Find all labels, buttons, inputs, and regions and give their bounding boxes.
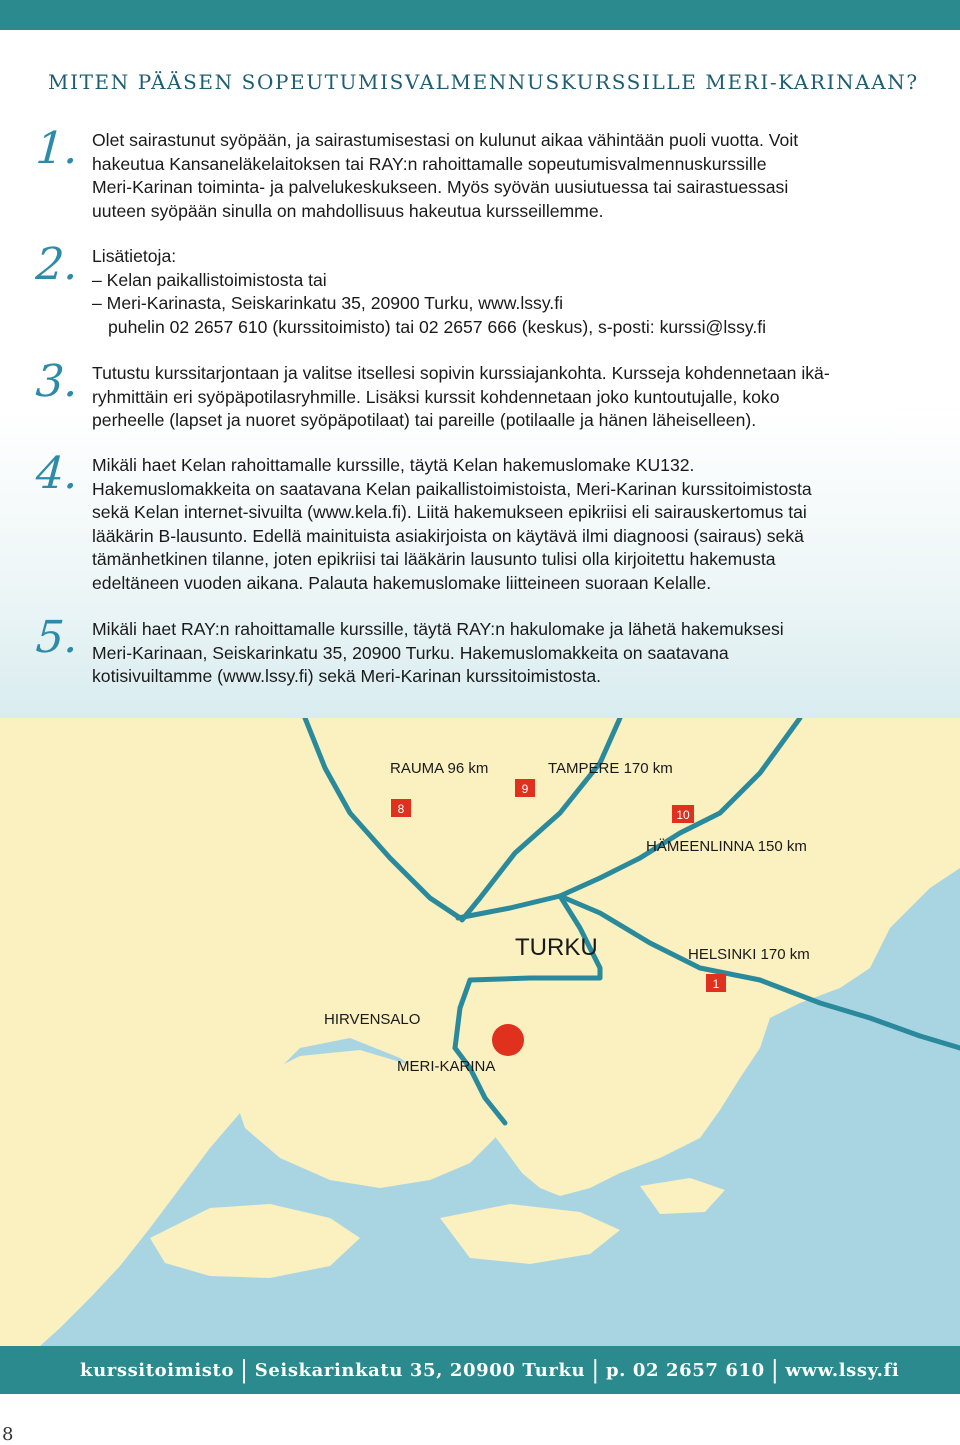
step-5-text (92, 618, 892, 689)
text-line: ryhmittäin eri syöpäpotilasryhmille. Lisäksi kurssit kohdennetaan joko kuntoutujalle, koko (92, 386, 780, 407)
road-badge-8-text: 8 (397, 802, 405, 816)
road-badge-10 (672, 805, 694, 823)
step-number-2: 2. (34, 239, 80, 290)
text-line: Hakemuslomakkeita on saatavana Kelan paikallistoimistoista, Meri-Karinan kurssitoimistosta (92, 478, 812, 499)
map-label-turku: TURKU (515, 934, 598, 961)
text-line: Mikäli haet RAY:n rahoittamalle kurssille, täytä RAY:n hakulomake ja lähetä hakemuksesi (92, 619, 784, 639)
page-title: MITEN PÄÄSEN SOPEUTUMISVALMENNUSKURSSILLE MERI-KARINAAN? (48, 70, 919, 94)
footer-office: kurssitoimisto (80, 1359, 235, 1381)
footer-separator: | (770, 1356, 780, 1384)
road-badge-1 (706, 974, 726, 992)
road-badge-8 (391, 799, 411, 817)
text-line: tämänhetkinen tilanne, joten epikriisi tai lääkärin lausunto tulisi olla kirjoitettu hakemusta (92, 549, 776, 570)
step-number-1: 1. (34, 123, 80, 174)
text-line: – Kelan paikallistoimistosta tai (92, 269, 327, 290)
text-line: Tutustu kurssitarjontaan ja valitse itsellesi sopivin kurssiajankohta. Kursseja kohdennetaan ikä- (92, 363, 830, 383)
footer-phone: p. 02 2657 610 (605, 1359, 765, 1381)
text-line: lääkärin B-lausunto. Edellä mainituista asiakirjoista on käytävä ilmi diagnoosi (sairaus) sekä (92, 525, 804, 546)
text-line: perheelle (lapset ja nuoret syöpäpotilaat) tai pareille (potilaalle ja hänen läheiselleen). (92, 410, 757, 431)
text-line: Lisätietoja: (92, 246, 177, 266)
text-line: Mikäli haet Kelan rahoittamalle kurssille, täytä Kelan hakemuslomake KU132. (92, 455, 695, 475)
footer-bar (0, 1346, 960, 1394)
text-line: uuteen syöpään sinulla on mahdollisuus hakeutua kursseillemme. (92, 200, 604, 221)
step-3-text (92, 362, 892, 433)
text-line: puhelin 02 2657 610 (kurssitoimisto) tai 02 2657 666 (keskus), s-posti: kurssi@lssy.fi (108, 316, 767, 337)
footer-separator: | (240, 1356, 249, 1384)
road-badge-9-text: 9 (521, 782, 529, 796)
footer-website[interactable]: www.lssy.fi (785, 1359, 900, 1381)
map-label-hameenlinna: HÄMEENLINNA 150 km (646, 838, 807, 855)
step-2-text (92, 245, 892, 339)
step-4-text (92, 454, 892, 596)
map-label-helsinki: HELSINKI 170 km (688, 946, 810, 963)
page-number: 8 (2, 1424, 14, 1445)
footer-separator: | (591, 1356, 600, 1384)
road-badge-9 (515, 779, 535, 797)
text-line: – Meri-Karinasta, Seiskarinkatu 35, 20900 Turku, www.lssy.fi (92, 293, 563, 314)
map-label-hirvensalo: HIRVENSALO (324, 1011, 421, 1028)
footer-address: Seiskarinkatu 35, 20900 Turku (254, 1359, 586, 1381)
map-label-meri-karina: MERI-KARINA (397, 1058, 496, 1075)
text-line: sekä Kelan internet-sivuilta (www.kela.fi). Liitä hakemukseen epikriisi eli sairauskertomus tai (92, 502, 807, 523)
step-number-3: 3. (34, 356, 80, 407)
text-line: Meri-Karinaan, Seiskarinkatu 35, 20900 Turku. Hakemuslomakkeita on saatavana (92, 642, 729, 663)
step-number-5: 5. (34, 612, 80, 663)
road-badge-10-text: 10 (676, 808, 690, 822)
map-label-tampere: TAMPERE 170 km (548, 760, 673, 777)
text-line: hakeutua Kansaneläkelaitoksen tai RAY:n rahoittamalle sopeutumisvalmennuskurssille (92, 153, 767, 174)
meri-karina-marker (492, 1024, 524, 1056)
road-badge-1-text: 1 (712, 977, 720, 991)
text-line: kotisivuiltamme (www.lssy.fi) sekä Meri-Karinan kurssitoimistosta. (92, 666, 602, 687)
text-line: Meri-Karinan toiminta- ja palvelukeskukseen. Myös syövän uusiutuessa tai sairastuessasi (92, 177, 789, 198)
step-number-4: 4. (34, 448, 80, 499)
top-color-bar (0, 0, 960, 30)
step-1-text (92, 129, 892, 223)
turku-map (0, 718, 960, 1346)
map-label-rauma: RAUMA 96 km (390, 760, 489, 777)
text-line: Olet sairastunut syöpään, ja sairastumisestasi on kulunut aikaa vähintään puoli vuotta. Voit (92, 130, 799, 150)
text-line: edeltäneen vuoden aikana. Palauta hakemuslomake liitteineen suoraan Kelalle. (92, 572, 712, 593)
